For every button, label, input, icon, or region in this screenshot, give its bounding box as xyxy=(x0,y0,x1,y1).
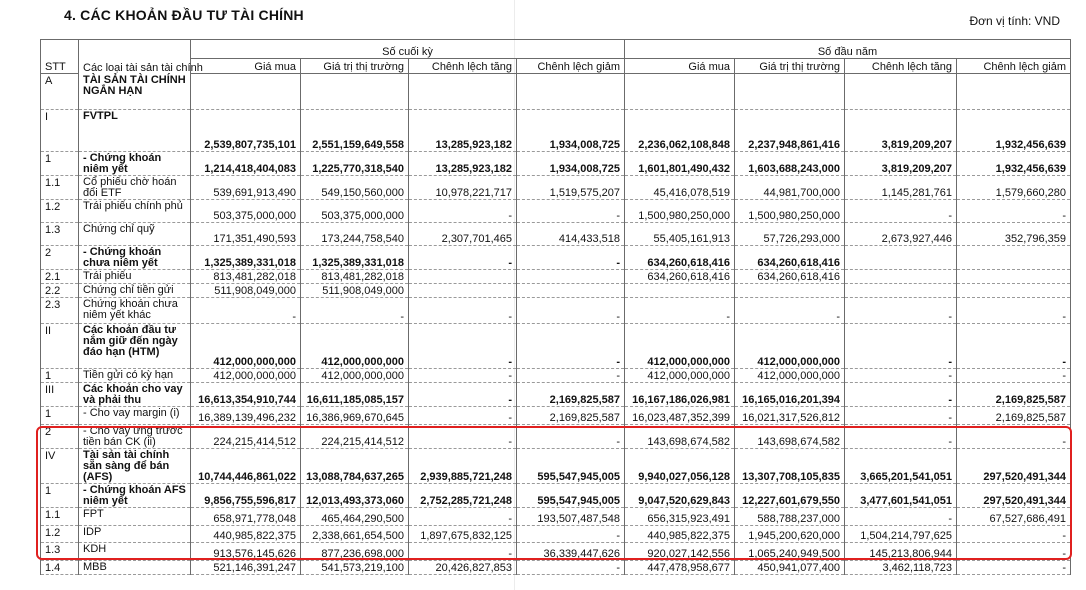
row-value-cell: - xyxy=(845,508,957,526)
header-col: Chênh lệch tăng xyxy=(409,59,517,74)
row-value-cell: 412,000,000,000 xyxy=(301,369,409,383)
row-value-cell: 143,698,674,582 xyxy=(735,425,845,449)
row-asset-name: Trái phiếu chính phủ xyxy=(79,200,191,223)
row-value-cell: - xyxy=(409,200,517,223)
row-value-cell: 57,726,293,000 xyxy=(735,223,845,246)
row-value-cell: 36,339,447,626 xyxy=(517,543,625,561)
row-value-cell: 13,307,708,105,835 xyxy=(735,449,845,484)
header-col: Giá trị thị trường xyxy=(735,59,845,74)
row-value-cell: 16,023,487,352,399 xyxy=(625,407,735,425)
row-value-cell: - xyxy=(957,425,1071,449)
row-value-cell: 16,021,317,526,812 xyxy=(735,407,845,425)
row-value-cell: - xyxy=(517,561,625,575)
row-value-cell: 412,000,000,000 xyxy=(735,324,845,369)
table-row xyxy=(41,407,1071,425)
row-value-cell: 1,519,575,207 xyxy=(517,176,625,200)
row-value-cell: - xyxy=(409,425,517,449)
row-asset-name: Tiền gửi có kỳ hạn xyxy=(79,369,191,383)
row-value-cell: - xyxy=(409,543,517,561)
row-value-cell: 1,214,418,404,083 xyxy=(191,152,301,176)
row-value-cell: - xyxy=(845,407,957,425)
row-value-cell: - xyxy=(409,407,517,425)
row-value-cell: 440,985,822,375 xyxy=(191,526,301,543)
row-stt: 2 xyxy=(41,246,79,270)
row-value-cell: 465,464,290,500 xyxy=(301,508,409,526)
row-value-cell: - xyxy=(409,298,517,324)
row-value-cell: 549,150,560,000 xyxy=(301,176,409,200)
row-value-cell: - xyxy=(301,298,409,324)
row-value-cell: 658,971,778,048 xyxy=(191,508,301,526)
table-row xyxy=(41,200,1071,223)
row-value-cell: 1,934,008,725 xyxy=(517,110,625,152)
row-value-cell: 2,551,159,649,558 xyxy=(301,110,409,152)
row-value-cell: 634,260,618,416 xyxy=(735,246,845,270)
row-value-cell: 145,213,806,944 xyxy=(845,543,957,561)
row-value-cell: 3,819,209,207 xyxy=(845,110,957,152)
row-value-cell: 16,389,139,496,232 xyxy=(191,407,301,425)
row-value-cell: 412,000,000,000 xyxy=(301,324,409,369)
row-value-cell: - xyxy=(517,246,625,270)
row-asset-name: - Cho vay ứng trước tiền bán CK (ii) xyxy=(79,425,191,449)
row-value-cell xyxy=(301,74,409,110)
row-asset-name: Chứng chỉ tiền gửi xyxy=(79,284,191,298)
row-value-cell: 588,788,237,000 xyxy=(735,508,845,526)
row-value-cell: 2,939,885,721,248 xyxy=(409,449,517,484)
row-value-cell xyxy=(845,270,957,284)
row-value-cell xyxy=(957,74,1071,110)
row-value-cell xyxy=(517,284,625,298)
row-value-cell: 450,941,077,400 xyxy=(735,561,845,575)
table-row xyxy=(41,246,1071,270)
row-value-cell: 44,981,700,000 xyxy=(735,176,845,200)
unit-label: Đơn vị tính: VND xyxy=(969,14,1060,28)
row-stt: 1.1 xyxy=(41,508,79,526)
row-value-cell: 2,169,825,587 xyxy=(957,407,1071,425)
header-col: Giá mua xyxy=(191,59,301,74)
row-asset-name: MBB xyxy=(79,561,191,575)
row-value-cell: - xyxy=(409,383,517,407)
row-value-cell: 1,504,214,797,625 xyxy=(845,526,957,543)
table-row xyxy=(41,369,1071,383)
section-title: 4. CÁC KHOẢN ĐẦU TƯ TÀI CHÍNH xyxy=(64,7,304,23)
row-asset-name: Cổ phiếu chờ hoán đổi ETF xyxy=(79,176,191,200)
row-value-cell: 539,691,913,490 xyxy=(191,176,301,200)
row-value-cell: - xyxy=(409,324,517,369)
row-value-cell: - xyxy=(517,425,625,449)
header-asset-type: Các loại tài sản tài chính xyxy=(79,40,191,74)
row-value-cell xyxy=(625,284,735,298)
row-value-cell: 2,237,948,861,416 xyxy=(735,110,845,152)
row-value-cell: 16,386,969,670,645 xyxy=(301,407,409,425)
row-value-cell: 412,000,000,000 xyxy=(625,369,735,383)
row-value-cell: 1,897,675,832,125 xyxy=(409,526,517,543)
row-value-cell: 913,576,145,626 xyxy=(191,543,301,561)
row-value-cell: - xyxy=(845,324,957,369)
row-asset-name: Trái phiếu xyxy=(79,270,191,284)
row-value-cell: 2,673,927,446 xyxy=(845,223,957,246)
row-value-cell: 412,000,000,000 xyxy=(191,369,301,383)
row-stt: 1 xyxy=(41,152,79,176)
row-value-cell: - xyxy=(517,200,625,223)
row-value-cell: 634,260,618,416 xyxy=(625,270,735,284)
row-stt: A xyxy=(41,74,79,110)
row-value-cell: 9,940,027,056,128 xyxy=(625,449,735,484)
row-value-cell: 813,481,282,018 xyxy=(191,270,301,284)
row-value-cell: 595,547,945,005 xyxy=(517,449,625,484)
row-value-cell: 920,027,142,556 xyxy=(625,543,735,561)
row-value-cell: 3,477,601,541,051 xyxy=(845,484,957,508)
row-value-cell: 352,796,359 xyxy=(957,223,1071,246)
row-value-cell: 16,167,186,026,981 xyxy=(625,383,735,407)
row-value-cell: 1,579,660,280 xyxy=(957,176,1071,200)
row-asset-name: KDH xyxy=(79,543,191,561)
row-value-cell: - xyxy=(191,298,301,324)
row-asset-name: Chứng khoán chưa niêm yết khác xyxy=(79,298,191,324)
row-value-cell: 412,000,000,000 xyxy=(191,324,301,369)
row-value-cell: 1,325,389,331,018 xyxy=(301,246,409,270)
row-asset-name: - Chứng khoán niêm yết xyxy=(79,152,191,176)
row-value-cell: 656,315,923,491 xyxy=(625,508,735,526)
row-value-cell: 1,325,389,331,018 xyxy=(191,246,301,270)
row-value-cell: 3,819,209,207 xyxy=(845,152,957,176)
table-row xyxy=(41,561,1071,575)
row-value-cell: 9,856,755,596,817 xyxy=(191,484,301,508)
row-value-cell: 447,478,958,677 xyxy=(625,561,735,575)
row-value-cell xyxy=(191,74,301,110)
row-value-cell: 1,065,240,949,500 xyxy=(735,543,845,561)
row-value-cell: 10,978,221,717 xyxy=(409,176,517,200)
row-value-cell: 511,908,049,000 xyxy=(301,284,409,298)
row-value-cell: 20,426,827,853 xyxy=(409,561,517,575)
row-stt: II xyxy=(41,324,79,369)
row-value-cell xyxy=(957,270,1071,284)
row-value-cell xyxy=(517,74,625,110)
row-value-cell: 13,285,923,182 xyxy=(409,110,517,152)
table-row xyxy=(41,324,1071,369)
row-value-cell: - xyxy=(845,200,957,223)
row-asset-name: FPT xyxy=(79,508,191,526)
row-value-cell: 1,601,801,490,432 xyxy=(625,152,735,176)
row-value-cell: 2,539,807,735,101 xyxy=(191,110,301,152)
row-value-cell xyxy=(957,284,1071,298)
row-value-cell: 10,744,446,861,022 xyxy=(191,449,301,484)
table-row xyxy=(41,449,1071,484)
row-stt: 1.2 xyxy=(41,526,79,543)
row-value-cell xyxy=(735,284,845,298)
header-col: Chênh lệch giảm xyxy=(957,59,1071,74)
row-value-cell: 193,507,487,548 xyxy=(517,508,625,526)
row-value-cell: - xyxy=(625,298,735,324)
table-row xyxy=(41,270,1071,284)
row-value-cell: - xyxy=(845,425,957,449)
row-value-cell: - xyxy=(517,298,625,324)
row-stt: 1.4 xyxy=(41,561,79,575)
row-value-cell: 634,260,618,416 xyxy=(625,246,735,270)
row-value-cell: - xyxy=(409,246,517,270)
row-asset-name: Tài sản tài chính sẵn sàng để bán (AFS) xyxy=(79,449,191,484)
row-value-cell: 1,934,008,725 xyxy=(517,152,625,176)
table-row xyxy=(41,176,1071,200)
row-asset-name: - Cho vay margin (i) xyxy=(79,407,191,425)
row-value-cell: - xyxy=(409,369,517,383)
row-stt: 1 xyxy=(41,484,79,508)
table-row xyxy=(41,543,1071,561)
row-value-cell: 1,145,281,761 xyxy=(845,176,957,200)
row-asset-name: Các khoản đầu tư nắm giữ đến ngày đáo hạn (HTM) xyxy=(79,324,191,369)
row-stt: 1.3 xyxy=(41,223,79,246)
row-value-cell: - xyxy=(735,298,845,324)
row-value-cell: - xyxy=(845,383,957,407)
row-value-cell: 9,047,520,629,843 xyxy=(625,484,735,508)
row-value-cell: - xyxy=(957,200,1071,223)
row-asset-name: - Chứng khoán AFS niêm yết xyxy=(79,484,191,508)
row-value-cell: 45,416,078,519 xyxy=(625,176,735,200)
row-value-cell: - xyxy=(517,369,625,383)
row-value-cell: 1,225,770,318,540 xyxy=(301,152,409,176)
row-value-cell: 224,215,414,512 xyxy=(191,425,301,449)
table-row xyxy=(41,152,1071,176)
row-value-cell: 813,481,282,018 xyxy=(301,270,409,284)
table-row xyxy=(41,298,1071,324)
row-value-cell: 511,908,049,000 xyxy=(191,284,301,298)
table-row xyxy=(41,74,1071,110)
row-value-cell xyxy=(845,74,957,110)
row-value-cell: 503,375,000,000 xyxy=(301,200,409,223)
row-value-cell: 1,500,980,250,000 xyxy=(625,200,735,223)
table-row xyxy=(41,383,1071,407)
row-stt: 2.3 xyxy=(41,298,79,324)
row-value-cell: 16,611,185,085,157 xyxy=(301,383,409,407)
row-stt: 1.3 xyxy=(41,543,79,561)
row-stt: 1.2 xyxy=(41,200,79,223)
row-value-cell xyxy=(409,74,517,110)
row-value-cell: 2,307,701,465 xyxy=(409,223,517,246)
row-value-cell xyxy=(845,246,957,270)
row-stt: 1 xyxy=(41,407,79,425)
row-value-cell: 1,932,456,639 xyxy=(957,110,1071,152)
row-stt: III xyxy=(41,383,79,407)
table-row xyxy=(41,526,1071,543)
row-value-cell: 2,169,825,587 xyxy=(517,383,625,407)
table-row xyxy=(41,110,1071,152)
row-value-cell: - xyxy=(517,324,625,369)
row-value-cell: 2,169,825,587 xyxy=(957,383,1071,407)
table-row xyxy=(41,284,1071,298)
table-row xyxy=(41,425,1071,449)
table-row xyxy=(41,223,1071,246)
row-value-cell: 414,433,518 xyxy=(517,223,625,246)
row-stt: I xyxy=(41,110,79,152)
row-value-cell: 412,000,000,000 xyxy=(625,324,735,369)
header-begin-year: Số đầu năm xyxy=(625,40,1071,59)
row-value-cell: 173,244,758,540 xyxy=(301,223,409,246)
table-body xyxy=(41,74,1071,575)
header-col: Giá trị thị trường xyxy=(301,59,409,74)
row-asset-name: TÀI SẢN TÀI CHÍNH NGẮN HẠN xyxy=(79,74,191,110)
row-value-cell: 55,405,161,913 xyxy=(625,223,735,246)
row-value-cell xyxy=(409,284,517,298)
row-value-cell: 3,462,118,723 xyxy=(845,561,957,575)
row-value-cell: 541,573,219,100 xyxy=(301,561,409,575)
row-value-cell: 1,603,688,243,000 xyxy=(735,152,845,176)
row-value-cell: 16,613,354,910,744 xyxy=(191,383,301,407)
row-value-cell: - xyxy=(957,369,1071,383)
row-value-cell: - xyxy=(957,561,1071,575)
row-value-cell: 13,285,923,182 xyxy=(409,152,517,176)
header-col: Chênh lệch tăng xyxy=(845,59,957,74)
row-value-cell: 1,932,456,639 xyxy=(957,152,1071,176)
header-end-period: Số cuối kỳ xyxy=(191,40,625,59)
row-stt: 2 xyxy=(41,425,79,449)
row-value-cell: 595,547,945,005 xyxy=(517,484,625,508)
row-value-cell: 297,520,491,344 xyxy=(957,449,1071,484)
table-header xyxy=(41,40,1071,74)
row-stt: 2.1 xyxy=(41,270,79,284)
row-value-cell: 143,698,674,582 xyxy=(625,425,735,449)
row-value-cell: 440,985,822,375 xyxy=(625,526,735,543)
header-stt-top xyxy=(41,40,79,59)
row-value-cell: 16,165,016,201,394 xyxy=(735,383,845,407)
row-value-cell: 1,945,200,620,000 xyxy=(735,526,845,543)
row-value-cell: - xyxy=(845,298,957,324)
row-value-cell xyxy=(845,284,957,298)
row-value-cell: 171,351,490,593 xyxy=(191,223,301,246)
row-value-cell: - xyxy=(409,508,517,526)
row-value-cell: - xyxy=(957,526,1071,543)
row-asset-name: FVTPL xyxy=(79,110,191,152)
table-row xyxy=(41,508,1071,526)
row-value-cell: 67,527,686,491 xyxy=(957,508,1071,526)
row-value-cell: 3,665,201,541,051 xyxy=(845,449,957,484)
row-stt: IV xyxy=(41,449,79,484)
row-value-cell: 224,215,414,512 xyxy=(301,425,409,449)
row-value-cell xyxy=(517,270,625,284)
row-value-cell: 2,338,661,654,500 xyxy=(301,526,409,543)
row-asset-name: IDP xyxy=(79,526,191,543)
row-value-cell: 12,013,493,373,060 xyxy=(301,484,409,508)
table-row xyxy=(41,484,1071,508)
row-asset-name: Các khoản cho vay và phải thu xyxy=(79,383,191,407)
row-value-cell: 2,169,825,587 xyxy=(517,407,625,425)
row-value-cell xyxy=(409,270,517,284)
header-col: Giá mua xyxy=(625,59,735,74)
row-value-cell: 2,236,062,108,848 xyxy=(625,110,735,152)
row-value-cell xyxy=(625,74,735,110)
row-value-cell xyxy=(957,246,1071,270)
row-value-cell: - xyxy=(957,324,1071,369)
header-stt: STT xyxy=(41,59,79,74)
row-stt: 2.2 xyxy=(41,284,79,298)
row-value-cell: 521,146,391,247 xyxy=(191,561,301,575)
row-value-cell: 12,227,601,679,550 xyxy=(735,484,845,508)
row-value-cell: 503,375,000,000 xyxy=(191,200,301,223)
header-col: Chênh lệch giảm xyxy=(517,59,625,74)
row-stt: 1.1 xyxy=(41,176,79,200)
row-value-cell: 297,520,491,344 xyxy=(957,484,1071,508)
row-stt: 1 xyxy=(41,369,79,383)
financial-investments-table xyxy=(40,39,1071,575)
row-value-cell: 634,260,618,416 xyxy=(735,270,845,284)
row-value-cell: 1,500,980,250,000 xyxy=(735,200,845,223)
row-value-cell: 13,088,784,637,265 xyxy=(301,449,409,484)
row-value-cell xyxy=(735,74,845,110)
row-value-cell: - xyxy=(845,369,957,383)
row-value-cell: - xyxy=(957,543,1071,561)
row-asset-name: Chứng chỉ quỹ xyxy=(79,223,191,246)
row-value-cell: 412,000,000,000 xyxy=(735,369,845,383)
row-asset-name: - Chứng khoán chưa niêm yết xyxy=(79,246,191,270)
row-value-cell: - xyxy=(957,298,1071,324)
row-value-cell: - xyxy=(517,526,625,543)
row-value-cell: 2,752,285,721,248 xyxy=(409,484,517,508)
row-value-cell: 877,236,698,000 xyxy=(301,543,409,561)
